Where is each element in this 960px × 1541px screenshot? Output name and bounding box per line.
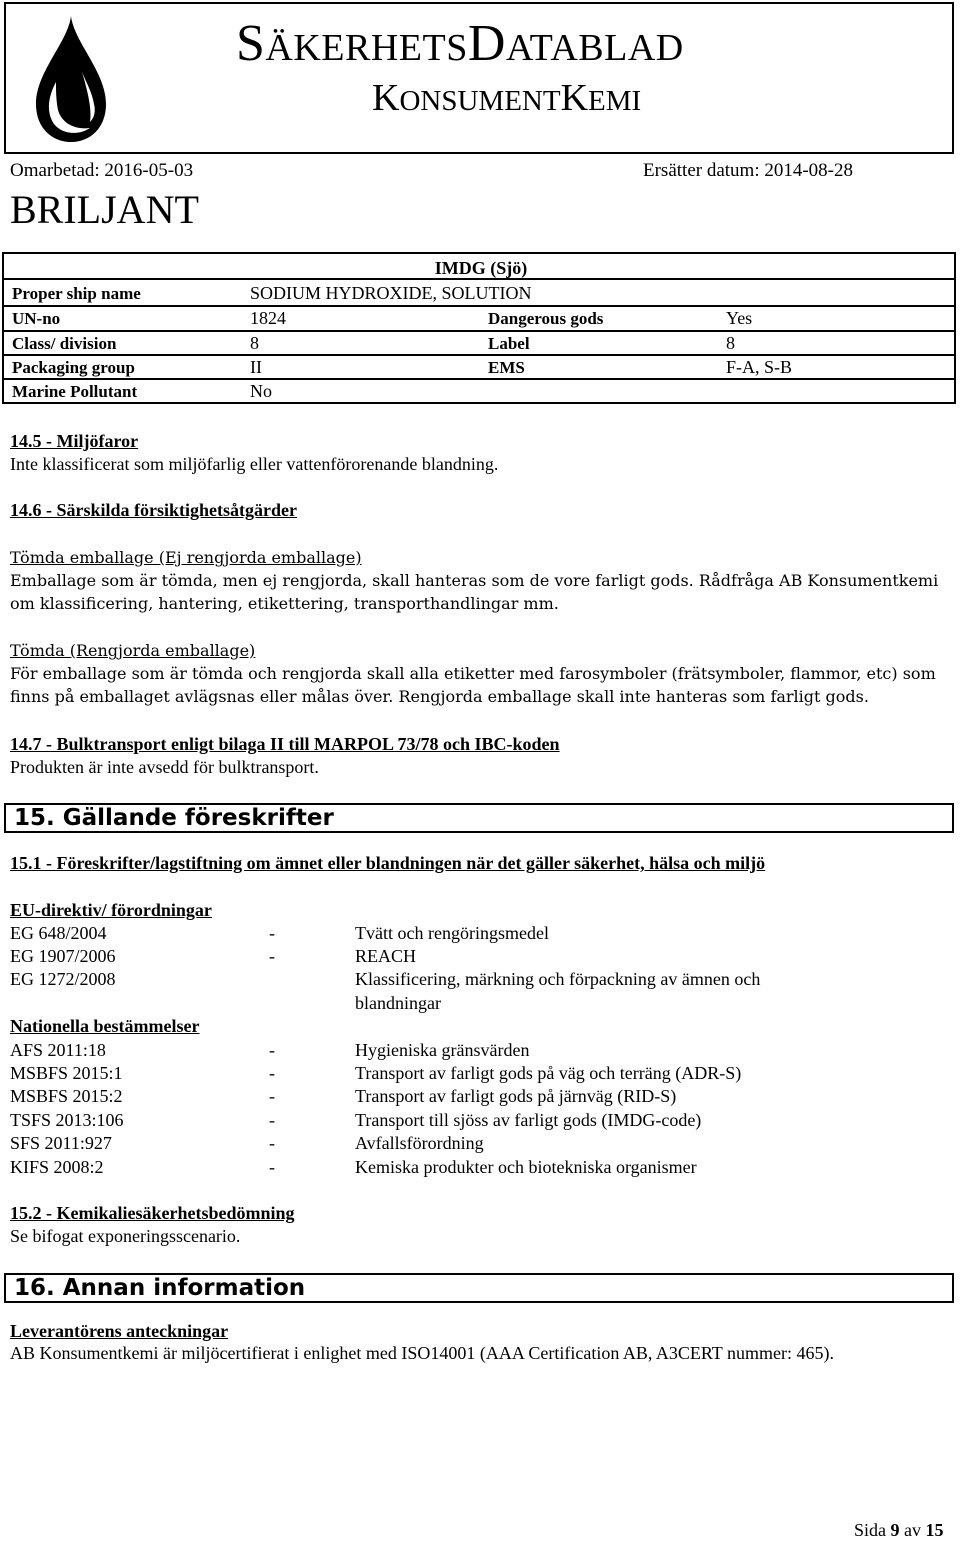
imdg-title: IMDG (Sjö) (434, 258, 528, 278)
regulation-code: TSFS 2013:106 (10, 1110, 124, 1130)
droplet-logo (16, 12, 126, 147)
regulation-dash: - (269, 946, 275, 966)
empty-packaging-line: Emballage som är tömda, men ej rengjorda, skall hanteras som de vore farligt gods. Rådfråga AB Konsumentkemi (10, 571, 939, 590)
regulation-dash: - (269, 923, 275, 943)
ems-value: F-A, S-B (726, 357, 793, 377)
regulation-dash: - (269, 1063, 275, 1083)
national-regulations-heading: Nationella bestämmelser (10, 1016, 200, 1036)
ems-label: EMS (488, 358, 525, 377)
section-14-5-text: Inte klassificerat som miljöfarlig eller vattenförorenande blandning. (10, 454, 499, 474)
section-14-7-heading: 14.7 - Bulktransport enligt bilaga II till MARPOL 73/78 och IBC-koden (10, 734, 560, 754)
regulation-dash: - (269, 1040, 275, 1060)
un-no-label: UN-no (12, 309, 61, 328)
imdg-divider (4, 330, 954, 332)
empty-packaging-heading: Tömda emballage (Ej rengjorda emballage) (10, 548, 362, 567)
page-number: Sida 9 av 15 (854, 1520, 944, 1540)
regulation-code: AFS 2011:18 (10, 1040, 106, 1060)
class-value: 8 (250, 333, 259, 353)
regulation-desc: Hygieniska gränsvärden (355, 1040, 530, 1060)
empty-packaging-line: om klassificering, hantering, etikettering, transporthandlingar mm. (10, 594, 559, 613)
section-15-2-text: Se bifogat exponeringsscenario. (10, 1226, 241, 1246)
marine-pollutant-label: Marine Pollutant (12, 382, 138, 401)
cleaned-packaging-line: finns på emballaget avlägsnas eller målas över. Rengjorda emballage skall inte hanteras som farligt gods. (10, 687, 869, 706)
section-16-box (4, 1273, 954, 1303)
regulation-code: EG 1907/2006 (10, 946, 116, 966)
cleaned-packaging-line: För emballage som är tömda och rengjorda skall alla etiketter med farosymboler (frätsymboler, flammor, etc) som (10, 664, 936, 683)
packaging-group-value: II (250, 357, 262, 377)
cleaned-packaging-heading: Tömda (Rengjorda emballage) (10, 641, 256, 660)
regulation-desc: Transport till sjöss av farligt gods (IMDG-code) (355, 1110, 702, 1130)
company-name: KONSUMENTKEMI (372, 77, 642, 119)
dangerous-goods-value: Yes (726, 308, 753, 328)
regulation-desc-cont: blandningar (355, 993, 441, 1013)
proper-ship-name-label: Proper ship name (12, 284, 141, 303)
regulation-dash: - (269, 1086, 275, 1106)
section-16-title: 16. Annan information (14, 1275, 306, 1301)
imdg-divider (4, 378, 954, 380)
section-15-box (4, 803, 954, 833)
regulation-code: SFS 2011:927 (10, 1133, 112, 1153)
regulation-code: EG 1272/2008 (10, 969, 116, 989)
dangerous-goods-label: Dangerous gods (488, 309, 604, 328)
imdg-table (2, 252, 956, 404)
regulation-desc: Avfallsförordning (355, 1133, 484, 1153)
regulation-desc: Transport av farligt gods på väg och terräng (ADR-S) (355, 1063, 742, 1083)
imdg-divider (4, 305, 954, 307)
regulation-desc: Transport av farligt gods på järnväg (RID-S) (355, 1086, 677, 1106)
class-label: Class/ division (12, 334, 117, 353)
section-15-1-heading: 15.1 - Föreskrifter/lagstiftning om ämnet eller blandningen när det gäller säkerhet, hälsa och miljö (10, 853, 766, 873)
regulation-code: MSBFS 2015:2 (10, 1086, 123, 1106)
regulation-dash: - (269, 1133, 275, 1153)
regulation-desc: Tvätt och rengöringsmedel (355, 923, 549, 943)
marine-pollutant-value: No (250, 381, 272, 401)
product-name: BRILJANT (10, 187, 199, 232)
label-label: Label (488, 334, 530, 353)
eu-directives-heading: EU-direktiv/ förordningar (10, 900, 212, 920)
packaging-group-label: Packaging group (12, 358, 135, 377)
regulation-desc: Klassificering, märkning och förpackning av ämnen och (355, 969, 761, 989)
replaces-date: Ersätter datum: 2014-08-28 (643, 160, 854, 181)
section-14-5-heading: 14.5 - Miljöfaror (10, 431, 139, 451)
regulation-code: EG 648/2004 (10, 923, 107, 943)
supplier-notes-text: AB Konsumentkemi är miljöcertifierat i enlighet med ISO14001 (AAA Certification AB, A3CERT nummer: 465). (10, 1343, 834, 1363)
imdg-divider (4, 354, 954, 356)
section-14-6-heading: 14.6 - Särskilda försiktighetsåtgärder (10, 500, 297, 520)
regulation-desc: REACH (355, 946, 417, 966)
section-15-2-heading: 15.2 - Kemikaliesäkerhetsbedömning (10, 1203, 295, 1223)
section-15-title: 15. Gällande föreskrifter (14, 805, 334, 831)
revised-date: Omarbetad: 2016-05-03 (10, 160, 194, 181)
label-value: 8 (726, 333, 735, 353)
supplier-notes-heading: Leverantörens anteckningar (10, 1321, 229, 1341)
imdg-divider (4, 278, 954, 280)
regulation-code: MSBFS 2015:1 (10, 1063, 123, 1083)
regulation-dash: - (269, 1157, 275, 1177)
regulation-desc: Kemiska produkter och biotekniska organismer (355, 1157, 697, 1177)
regulation-code: KIFS 2008:2 (10, 1157, 104, 1177)
un-no-value: 1824 (250, 308, 286, 328)
section-14-7-text: Produkten är inte avsedd för bulktransport. (10, 757, 319, 777)
proper-ship-name-value: SODIUM HYDROXIDE, SOLUTION (250, 283, 532, 303)
regulation-dash: - (269, 1110, 275, 1130)
document-title: SÄKERHETSDATABLAD (236, 15, 684, 72)
